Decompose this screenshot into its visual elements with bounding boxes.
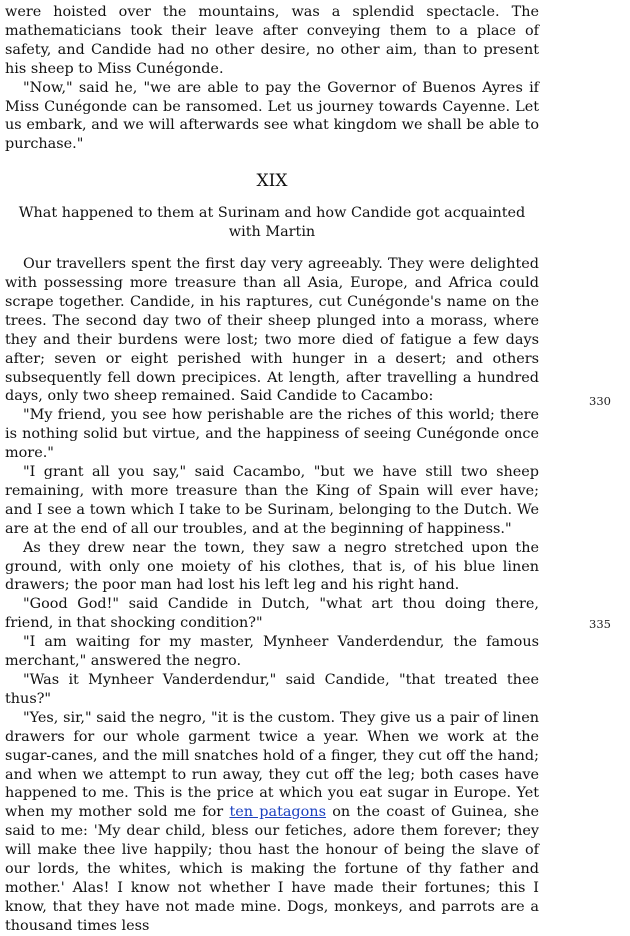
paragraph: "My friend, you see how perishable are the riches of this world; there is nothing solid but virtue, and the happiness of seeing Cunégonde once more." (5, 407, 539, 462)
chapter-title-line: with Martin (228, 224, 316, 241)
paragraph: As they drew near the town, they saw a negro stretched upon the ground, with only one moiety of his clothes, that is, of his blue linen drawers; the poor man had lost his left leg and his right hand. (5, 539, 539, 594)
line-number-marker: 335 (589, 617, 611, 631)
paragraph-with-footnote-link (5, 709, 539, 936)
paragraph: "Was it Mynheer Vanderdendur," said Candide, "that treated thee thus?" (5, 672, 539, 707)
paragraph: Our travellers spent the first day very agreeably. They were delighted with possessing more treasure than all Asia, Europe, and Africa could scrape together. Candide, in his raptures, cut Cunégonde's name on the trees. The second day two of their sheep plunged into a morass, where they and their burdens were lost; two more died of fatigue a few days after; seven or eight perished with hunger in a desert; and others subsequently fell down precipices. At length, after travelling a hundred days, only two sheep remained. Said Candide to Cacambo: (5, 256, 539, 405)
chapter-number: XIX (256, 171, 288, 192)
paragraph: "I am waiting for my master, Mynheer Vanderdendur, the famous merchant," answered the negro. (5, 634, 539, 670)
footnote-link[interactable]: ten patagons (229, 804, 326, 821)
paragraph-continuation: were hoisted over the mountains, was a splendid spectacle. The mathematicians took their leave after conveying them to a place of safety, and Candide had no other desire, no other aim, than to present his sheep to Miss Cunégonde. (5, 4, 539, 77)
paragraph: "I grant all you say," said Cacambo, "but we have still two sheep remaining, with more treasure than the King of Spain will ever have; and I see a town which I take to be Surinam, belonging to the Dutch. We are at the end of all our troubles, and at the beginning of happiness." (5, 464, 539, 537)
paragraph-text: "Yes, sir," said the negro, "it is the custom. They give us a pair of linen drawers for our whole garment twice a year. When we work at the sugar-canes, and the mill snatches hold of a finger, they cut off the hand; and when we attempt to run away, they cut off the leg; both cases have happened to me. This is the price at which you eat sugar in Europe. Yet when my mother sold me for (5, 709, 539, 821)
line-number-marker: 330 (589, 394, 611, 408)
paragraph-text: on the coast of Guinea, she said to me: 'My dear child, bless our fetiches, adore them forever; they will make thee live happily; thou hast the honour of being the slave of our lords, the whites, which is making the fortune of thy father and mother.' Alas! I know not whether I have made their fortunes; this I know, that they have not made mine. Dogs, monkeys, and parrots are a thousand times less (5, 804, 540, 934)
book-page (5, 3, 539, 936)
chapter-title (5, 204, 539, 242)
paragraph: "Now," said he, "we are able to pay the Governor of Buenos Ayres if Miss Cunégonde can be ransomed. Let us journey towards Cayenne. Let us embark, and we will afterwards see what kingdom we shall be able to purchase." (5, 79, 539, 153)
paragraph: "Good God!" said Candide in Dutch, "what art thou doing there, friend, in that shocking condition?" (5, 596, 539, 632)
chapter-title-line: What happened to them at Surinam and how Candide got acquainted (18, 205, 526, 222)
